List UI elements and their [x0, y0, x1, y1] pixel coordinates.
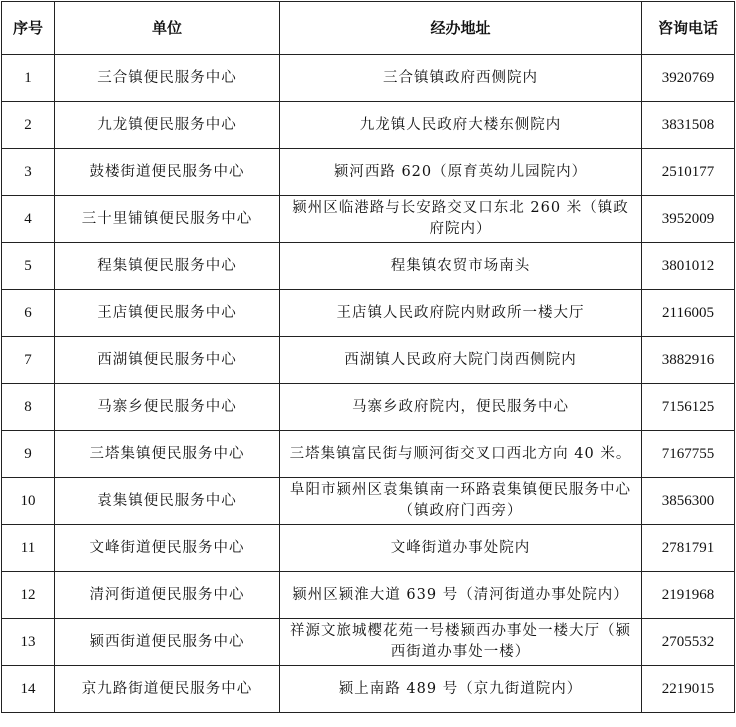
header-phone: 咨询电话 [642, 2, 735, 55]
table-row [2, 384, 735, 431]
cell-no: 9 [2, 431, 55, 478]
cell-phone: 2510177 [642, 149, 735, 196]
cell-phone: 3952009 [642, 196, 735, 243]
table-row [2, 149, 735, 196]
cell-phone: 2781791 [642, 525, 735, 572]
cell-unit: 三合镇便民服务中心 [55, 55, 280, 102]
header-no: 序号 [2, 2, 55, 55]
cell-unit: 九龙镇便民服务中心 [55, 102, 280, 149]
cell-unit: 三塔集镇便民服务中心 [55, 431, 280, 478]
header-unit: 单位 [55, 2, 280, 55]
cell-no: 1 [2, 55, 55, 102]
cell-no: 6 [2, 290, 55, 337]
cell-address: 马寨乡政府院内，便民服务中心 [280, 384, 642, 431]
table-row [2, 102, 735, 149]
table-row [2, 431, 735, 478]
cell-address: 祥源文旅城樱花苑一号楼颍西办事处一楼大厅（颍西街道办事处一楼） [280, 619, 642, 666]
cell-no: 11 [2, 525, 55, 572]
cell-address: 程集镇农贸市场南头 [280, 243, 642, 290]
cell-address: 颍上南路 489 号（京九街道院内） [280, 666, 642, 713]
table-row [2, 243, 735, 290]
cell-no: 7 [2, 337, 55, 384]
cell-unit: 颍西街道便民服务中心 [55, 619, 280, 666]
cell-address: 九龙镇人民政府大楼东侧院内 [280, 102, 642, 149]
table-row [2, 196, 735, 243]
cell-no: 12 [2, 572, 55, 619]
cell-unit: 马寨乡便民服务中心 [55, 384, 280, 431]
cell-unit: 文峰街道便民服务中心 [55, 525, 280, 572]
table-row [2, 525, 735, 572]
cell-no: 13 [2, 619, 55, 666]
table-row [2, 666, 735, 713]
cell-phone: 7156125 [642, 384, 735, 431]
service-center-table [1, 1, 735, 713]
cell-phone: 2116005 [642, 290, 735, 337]
cell-no: 2 [2, 102, 55, 149]
cell-unit: 西湖镇便民服务中心 [55, 337, 280, 384]
header-address: 经办地址 [280, 2, 642, 55]
cell-address: 颍州区临港路与长安路交叉口东北 260 米（镇政府院内） [280, 196, 642, 243]
cell-phone: 7167755 [642, 431, 735, 478]
cell-phone: 3801012 [642, 243, 735, 290]
cell-unit: 鼓楼街道便民服务中心 [55, 149, 280, 196]
cell-phone: 3920769 [642, 55, 735, 102]
cell-no: 8 [2, 384, 55, 431]
cell-address: 阜阳市颍州区袁集镇南一环路袁集镇便民服务中心 （镇政府门西旁） [280, 478, 642, 525]
cell-no: 5 [2, 243, 55, 290]
cell-phone: 2705532 [642, 619, 735, 666]
cell-address: 颍州区颍淮大道 639 号（清河街道办事处院内） [280, 572, 642, 619]
cell-unit: 程集镇便民服务中心 [55, 243, 280, 290]
table-row [2, 619, 735, 666]
cell-address: 文峰街道办事处院内 [280, 525, 642, 572]
cell-address: 三合镇镇政府西侧院内 [280, 55, 642, 102]
cell-address: 王店镇人民政府院内财政所一楼大厅 [280, 290, 642, 337]
cell-no: 10 [2, 478, 55, 525]
cell-phone: 2219015 [642, 666, 735, 713]
table-row [2, 290, 735, 337]
cell-phone: 3831508 [642, 102, 735, 149]
table-body [2, 55, 735, 713]
cell-phone: 2191968 [642, 572, 735, 619]
table-row [2, 337, 735, 384]
cell-phone: 3856300 [642, 478, 735, 525]
cell-address: 西湖镇人民政府大院门岗西侧院内 [280, 337, 642, 384]
table-row [2, 55, 735, 102]
cell-no: 14 [2, 666, 55, 713]
cell-address: 颍河西路 620（原育英幼儿园院内） [280, 149, 642, 196]
table-header-row [2, 2, 735, 55]
table-row [2, 478, 735, 525]
cell-unit: 王店镇便民服务中心 [55, 290, 280, 337]
cell-no: 4 [2, 196, 55, 243]
cell-phone: 3882916 [642, 337, 735, 384]
cell-unit: 京九路街道便民服务中心 [55, 666, 280, 713]
cell-no: 3 [2, 149, 55, 196]
cell-unit: 三十里铺镇便民服务中心 [55, 196, 280, 243]
cell-unit: 袁集镇便民服务中心 [55, 478, 280, 525]
cell-unit: 清河街道便民服务中心 [55, 572, 280, 619]
table-row [2, 572, 735, 619]
cell-address: 三塔集镇富民街与顺河街交叉口西北方向 40 米。 [280, 431, 642, 478]
